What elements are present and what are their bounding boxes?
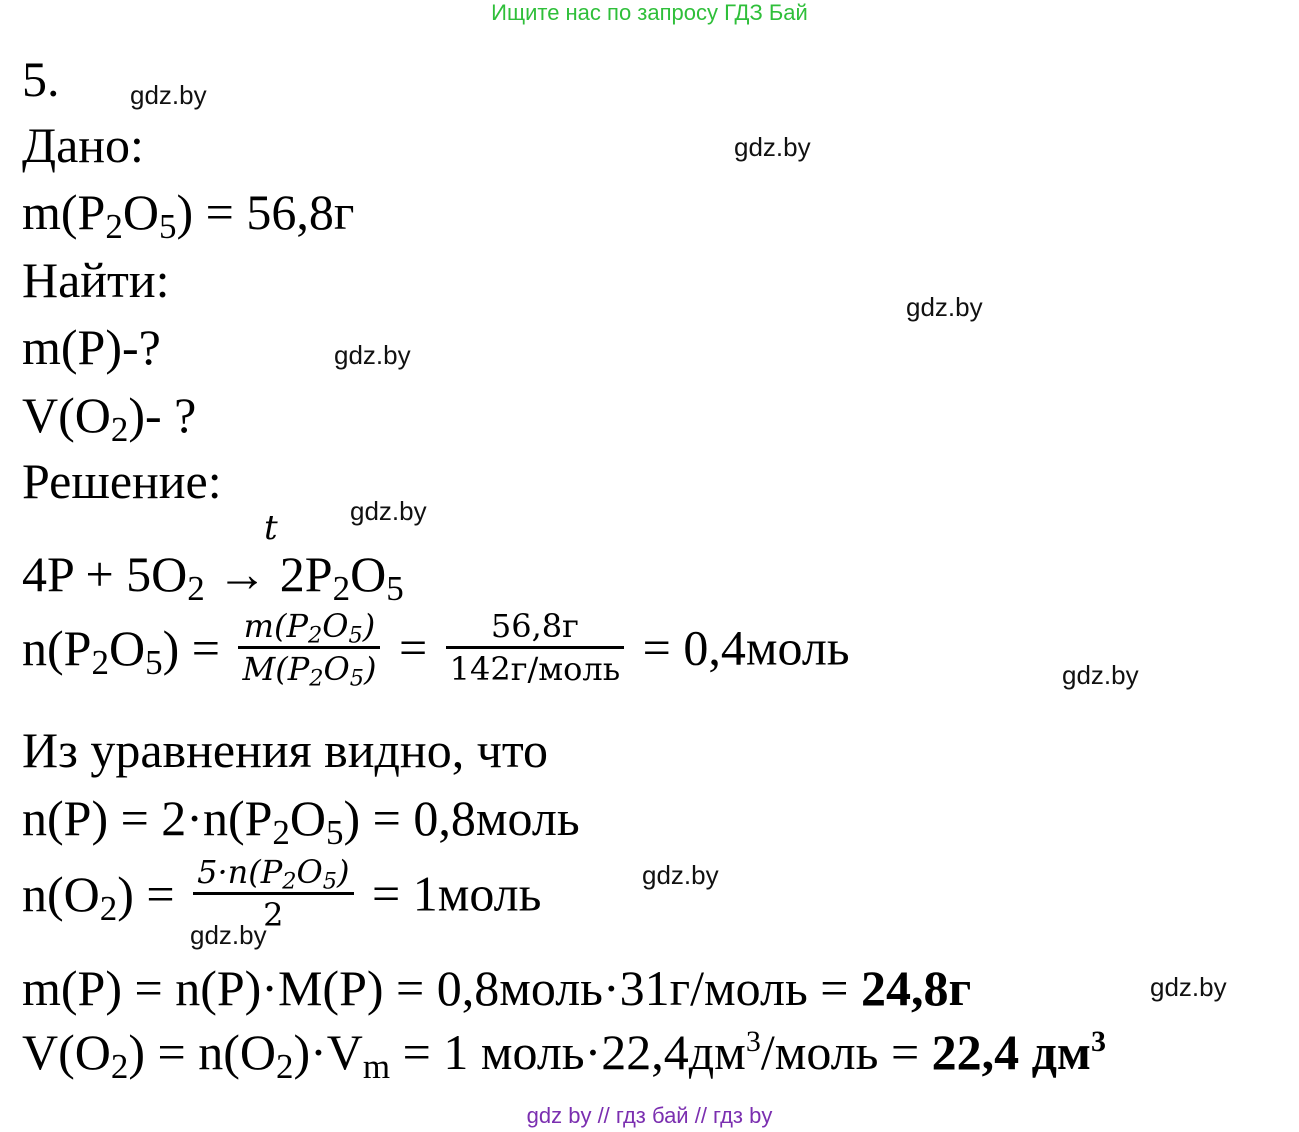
watermark: gdz.by	[1062, 660, 1139, 690]
volume-o2-answer: $V(O_2) = n(O_2)\cdot V_m = 1$ $моль\cdot 22,4дм^3$/моль = 22,4 $дм^3$	[22, 1024, 1106, 1086]
fraction-o2: $\frac{5\cdot n(P_2O_5)}{2}$	[193, 852, 353, 935]
watermark: gdz.by	[642, 860, 719, 890]
reaction-equation: $4P + 5O_2 \to 2P_2O_5$	[22, 546, 404, 608]
answer-volume: 22,4 $дм^3$	[931, 1024, 1106, 1080]
search-banner: Ищите нас по запросу ГДЗ Бай	[491, 0, 808, 25]
watermark: gdz.by	[350, 496, 427, 526]
mass-p-answer: m(P) = n(P)·M(P) = 0,8моль·31г/моль = 24,8г	[22, 960, 972, 1016]
moles-p: $n(P) = 2\cdot n(P_2O_5)$ = 0,8моль	[22, 790, 580, 852]
watermark: gdz.by	[190, 920, 267, 950]
footer-links: gdz by // гдз бай // гдз by	[526, 1103, 773, 1128]
given-label: Дано:	[22, 117, 144, 173]
solution-label: Решение:	[22, 453, 222, 509]
answer-mass: 24,8г	[860, 960, 972, 1016]
watermark: gdz.by	[906, 292, 983, 322]
watermark: gdz.by	[334, 340, 411, 370]
fraction-values: $\frac{56,8г}{\text{142г/моль}}$	[446, 606, 625, 689]
find-volume-o2: $V(O_2)-$ ?	[22, 387, 197, 449]
given-mass: $m(P_2O_5) = 56,8г$	[22, 184, 355, 246]
task-number: 5.	[22, 51, 60, 107]
reaction-condition: t	[264, 508, 278, 548]
find-label: Найти:	[22, 252, 170, 308]
moles-p2o5: $n(P_2O_5)$ = $\frac{m(P_2O_5)}{M(P_2O_5)}$ = $\frac{56,8г}{\text{142г/моль}}$ = 0,4моль	[22, 607, 850, 692]
watermark: gdz.by	[734, 132, 811, 162]
fraction-mass-over-molar: $\frac{m(P_2O_5)}{M(P_2O_5)}$	[238, 606, 380, 689]
find-mass-p: m(P)-?	[22, 319, 161, 375]
watermark: gdz.by	[130, 80, 207, 110]
watermark: gdz.by	[1150, 972, 1227, 1002]
moles-o2: $n(O_2)$ = $\frac{5\cdot n(P_2O_5)}{2}$ = 1моль	[22, 853, 542, 934]
equation-note: Из уравнения видно, что	[22, 722, 549, 778]
